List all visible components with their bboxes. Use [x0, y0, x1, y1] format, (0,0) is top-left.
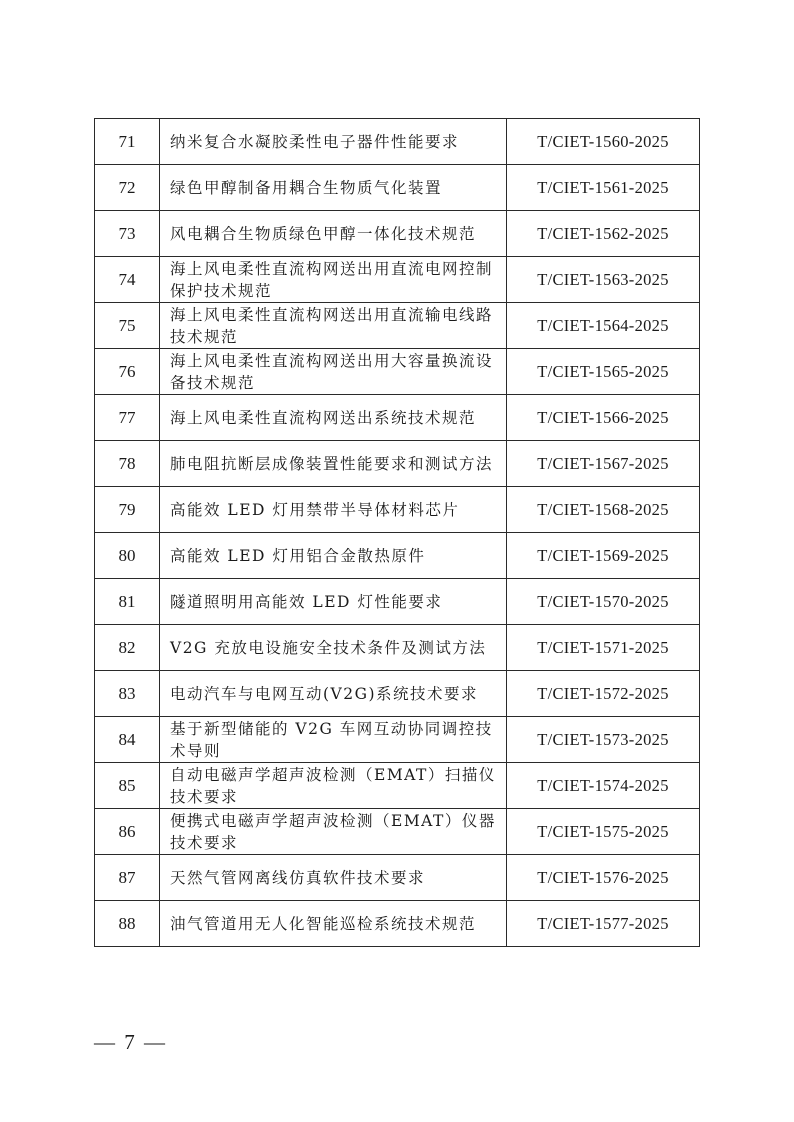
- table-row: [95, 441, 700, 487]
- row-number: 77: [95, 395, 160, 441]
- standard-code: T/CIET-1560-2025: [507, 119, 700, 165]
- table-row: [95, 901, 700, 947]
- table-row: [95, 671, 700, 717]
- row-number: 74: [95, 257, 160, 303]
- table-row: [95, 763, 700, 809]
- standard-code: T/CIET-1574-2025: [507, 763, 700, 809]
- standard-code: T/CIET-1567-2025: [507, 441, 700, 487]
- standard-name: 便携式电磁声学超声波检测（EMAT）仪器技术要求: [160, 809, 507, 855]
- standard-code: T/CIET-1570-2025: [507, 579, 700, 625]
- standard-code: T/CIET-1572-2025: [507, 671, 700, 717]
- table-row: [95, 165, 700, 211]
- row-number: 82: [95, 625, 160, 671]
- standard-name: 海上风电柔性直流构网送出用大容量换流设备技术规范: [160, 349, 507, 395]
- row-number: 79: [95, 487, 160, 533]
- standard-code: T/CIET-1562-2025: [507, 211, 700, 257]
- standard-code: T/CIET-1577-2025: [507, 901, 700, 947]
- row-number: 81: [95, 579, 160, 625]
- standard-name: 天然气管网离线仿真软件技术要求: [160, 855, 507, 901]
- standard-name: 高能效 LED 灯用禁带半导体材料芯片: [160, 487, 507, 533]
- row-number: 85: [95, 763, 160, 809]
- standard-name: 纳米复合水凝胶柔性电子器件性能要求: [160, 119, 507, 165]
- standards-table-body: [95, 119, 700, 947]
- standard-code: T/CIET-1573-2025: [507, 717, 700, 763]
- row-number: 84: [95, 717, 160, 763]
- standard-name: 自动电磁声学超声波检测（EMAT）扫描仪技术要求: [160, 763, 507, 809]
- table-row: [95, 487, 700, 533]
- standard-code: T/CIET-1565-2025: [507, 349, 700, 395]
- standard-code: T/CIET-1566-2025: [507, 395, 700, 441]
- standard-name: 高能效 LED 灯用铝合金散热原件: [160, 533, 507, 579]
- standard-name: 绿色甲醇制备用耦合生物质气化装置: [160, 165, 507, 211]
- standard-name: 隧道照明用高能效 LED 灯性能要求: [160, 579, 507, 625]
- row-number: 83: [95, 671, 160, 717]
- row-number: 71: [95, 119, 160, 165]
- standard-name: 基于新型储能的 V2G 车网互动协同调控技术导则: [160, 717, 507, 763]
- standard-name: 海上风电柔性直流构网送出用直流电网控制保护技术规范: [160, 257, 507, 303]
- standard-code: T/CIET-1563-2025: [507, 257, 700, 303]
- standard-code: T/CIET-1576-2025: [507, 855, 700, 901]
- table-row: [95, 625, 700, 671]
- standard-code: T/CIET-1561-2025: [507, 165, 700, 211]
- standard-name: V2G 充放电设施安全技术条件及测试方法: [160, 625, 507, 671]
- standard-code: T/CIET-1569-2025: [507, 533, 700, 579]
- table-row: [95, 579, 700, 625]
- standards-table: [94, 118, 700, 947]
- row-number: 76: [95, 349, 160, 395]
- standard-name: 海上风电柔性直流构网送出用直流输电线路技术规范: [160, 303, 507, 349]
- standard-code: T/CIET-1568-2025: [507, 487, 700, 533]
- table-row: [95, 303, 700, 349]
- standard-name: 风电耦合生物质绿色甲醇一体化技术规范: [160, 211, 507, 257]
- row-number: 86: [95, 809, 160, 855]
- standard-code: T/CIET-1571-2025: [507, 625, 700, 671]
- standard-code: T/CIET-1575-2025: [507, 809, 700, 855]
- row-number: 78: [95, 441, 160, 487]
- row-number: 72: [95, 165, 160, 211]
- row-number: 80: [95, 533, 160, 579]
- table-row: [95, 533, 700, 579]
- table-row: [95, 395, 700, 441]
- row-number: 87: [95, 855, 160, 901]
- row-number: 75: [95, 303, 160, 349]
- standard-code: T/CIET-1564-2025: [507, 303, 700, 349]
- table-row: [95, 211, 700, 257]
- standard-name: 电动汽车与电网互动(V2G)系统技术要求: [160, 671, 507, 717]
- standard-name: 油气管道用无人化智能巡检系统技术规范: [160, 901, 507, 947]
- table-row: [95, 257, 700, 303]
- table-row: [95, 809, 700, 855]
- standard-name: 肺电阻抗断层成像装置性能要求和测试方法: [160, 441, 507, 487]
- row-number: 88: [95, 901, 160, 947]
- table-row: [95, 717, 700, 763]
- row-number: 73: [95, 211, 160, 257]
- table-row: [95, 855, 700, 901]
- page-number: — 7 —: [94, 1030, 167, 1054]
- table-row: [95, 119, 700, 165]
- standard-name: 海上风电柔性直流构网送出系统技术规范: [160, 395, 507, 441]
- table-row: [95, 349, 700, 395]
